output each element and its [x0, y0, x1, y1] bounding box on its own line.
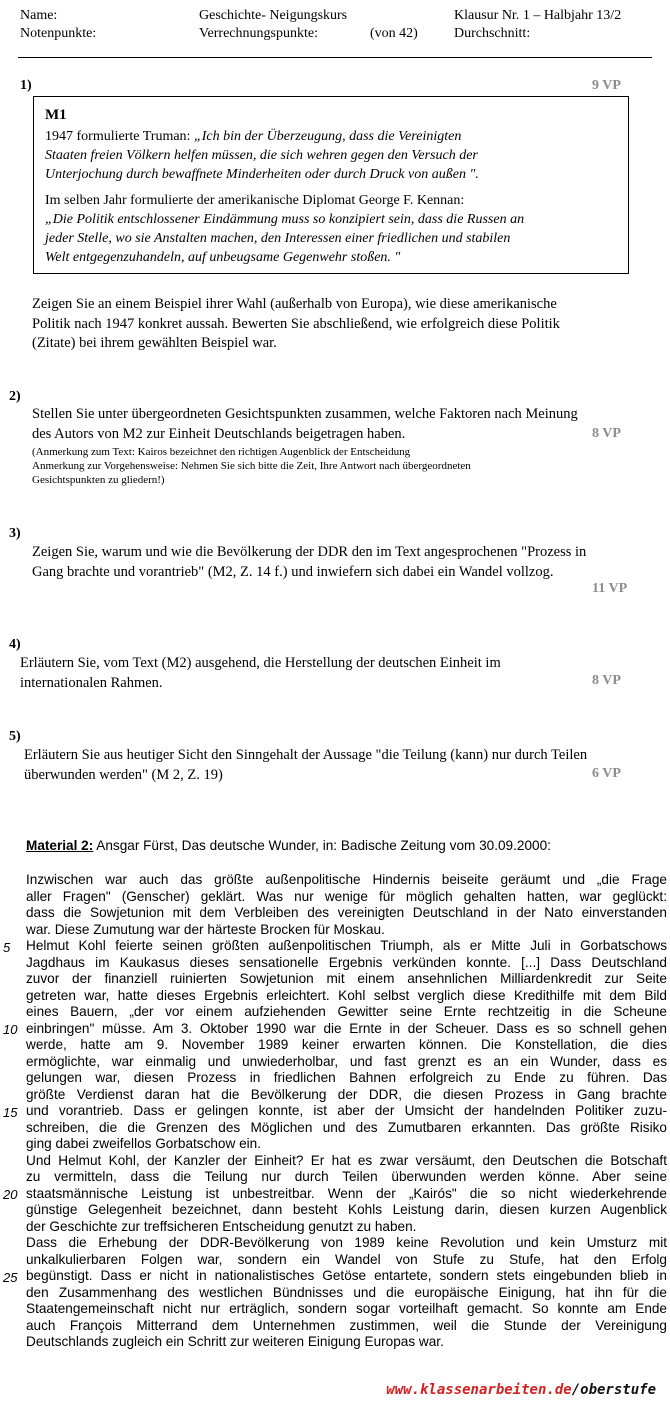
material-line: Und Helmut Kohl, der Kanzler der Einheit? Er hat es zwar versäumt, den Deutschen die Botschaft — [26, 1152, 667, 1168]
material-line: zuvor der finanziell ruinierten Sowjetunion mit einem ansehnlichen Milliardenkredit zur Seite — [26, 971, 667, 986]
material-text — [26, 872, 667, 1351]
truman-quote-line-3: Unterjochung durch bewaffnete Minderheiten oder durch Druck von außen ". — [45, 167, 479, 182]
material-line: begünstigt. Dass er nicht in nationalistisches Getöse entartete, sondern stets eingebunden blieb in — [26, 1268, 667, 1283]
kennan-quote-line-1: „Die Politik entschlossener Eindämmung muss so konzipiert sein, dass die Russen an — [45, 212, 525, 227]
task-2-line-2: des Autors von M2 zur Einheit Deutschlands beigetragen haben. — [32, 425, 406, 442]
material-line: aller Fragen" (Genscher) geklärt. Was nur wenige für möglich gehalten hatten, war geglückt: — [26, 888, 667, 904]
task-3-points: 11 VP — [592, 581, 628, 596]
material-line: war. Diese Zumutung war der härteste Brocken für Moskau. — [26, 921, 385, 937]
material-line: Staatengemeinschaft nicht nur erträglich, sondern sogar vorteilhaft gemacht. So konnte am Ende — [26, 1301, 667, 1316]
task-4-text — [20, 654, 580, 693]
grade-label: Notenpunkte: — [20, 26, 97, 41]
kennan-quote-line-3: Welt entgegenzuhandeln, auf unbeugsame Gegenwehr stoßen. " — [45, 250, 401, 265]
task-2-notes — [32, 445, 652, 487]
task-1-line-1: Zeigen Sie an einem Beispiel ihrer Wahl (außerhalb von Europa), wie diese amerikanische — [32, 296, 557, 312]
m1-quote-box — [33, 96, 629, 274]
material-line: den Zusammenhang des westlichen Bündnisses und die europäische Einigung, hat ihn für die — [26, 1284, 667, 1300]
material-line: und vorantrieb. Dass er gelingen konnte, ist aber der Umsicht der handelnden Politiker zuzu- — [26, 1103, 667, 1118]
task-4-line-2: internationalen Rahmen. — [20, 674, 163, 691]
material-line: dass die Sowjetunion mit dem Verbleiben des vereinigten Deutschland in der Nato einverstanden — [26, 905, 667, 920]
line-number-10: 10 — [3, 1022, 18, 1037]
points-total: (von 42) — [370, 26, 418, 41]
kennan-intro: Im selben Jahr formulierte der amerikanische Diplomat George F. Kennan: — [45, 193, 465, 208]
material-line: gelungen war, diesen Prozess in friedlichen Bahnen erfolgreich zu Ende zu führen. Das — [26, 1070, 667, 1085]
material-line: eines Bauern, „der vor einem aufziehenden Gewitter seine Ernte rechtzeitig in die Scheune — [26, 1004, 667, 1019]
task-3-line-2: Gang brachte und vorantrieb" (M2, Z. 14 f.) und inwiefern sich dabei ein Wandel vollzog. — [32, 563, 554, 580]
material-line: Jagdhaus im Kaukasus dieses sensationelle Ergebnis verkünden konnte. [...] Dass Deutschland — [26, 954, 667, 970]
task-5-number: 5) — [9, 729, 21, 744]
material-heading — [26, 838, 551, 855]
task-5-points: 6 VP — [592, 766, 621, 781]
task-2-points: 8 VP — [592, 426, 621, 441]
material-line: ermöglichte, war einmalig und unwiederholbar, und fast grenzt es an ein Wunder, dass es — [26, 1053, 667, 1069]
material-line: staatsmännische Leistung ist unbestreitbar. Wenn der „Kairós" die so nicht wiederkehrende — [26, 1185, 667, 1201]
task-5-line-2: überwunden werden" (M 2, Z. 19) — [24, 766, 223, 783]
footer-site-link[interactable] — [386, 1382, 656, 1398]
subject-label: Geschichte- Neigungskurs — [199, 8, 348, 23]
material-label: Material 2: — [26, 838, 94, 853]
header-divider — [18, 57, 652, 58]
truman-quote — [45, 127, 625, 184]
material-line: größte Verdienst daran hat die Bevölkerung der DDR, die diesen Prozess in Gang brachte — [26, 1086, 667, 1102]
material-line: werde, hatte am 9. November 1989 keiner erwarten können. Die Konstellation, die dies — [26, 1037, 667, 1052]
material-line: auch François Mitterrand dem Unternehmen zustimmen, weil die Stunde der Vereinigung — [26, 1317, 667, 1333]
line-number-15: 15 — [3, 1105, 18, 1120]
task-1-line-2: Politik nach 1947 konkret aussah. Bewerten Sie abschließend, wie erfolgreich diese Politik — [32, 315, 560, 332]
material-line: Helmut Kohl feierte seinen größten außenpolitischen Triumph, als er Mitte Juli in Gorbatschows — [26, 938, 667, 953]
material-line: Dass die Erhebung der DDR-Bevölkerung von 1989 keine Revolution und kein Umsturz mit — [26, 1235, 667, 1250]
task-4-number: 4) — [9, 637, 21, 652]
task-1-line-3: (Zitate) bei ihrem gewählten Beispiel war. — [32, 335, 277, 351]
truman-quote-line-1: „Ich bin der Überzeugung, dass die Vereinigten — [190, 129, 462, 144]
task-3-number: 3) — [9, 526, 21, 541]
material-line: schreiben, die die Grenzen des Möglichen und des Zumutbaren erkannten. Das größte Risiko — [26, 1119, 667, 1135]
exam-label: Klausur Nr. 1 – Halbjahr 13/2 — [454, 8, 622, 23]
task-2-number: 2) — [9, 389, 21, 404]
task-1-text — [32, 295, 652, 354]
material-line: zu vermitteln, dass die Teilung nur durch Teilen überwunden werden könne. Aber seine — [26, 1169, 667, 1184]
material-line: einbringen" müsse. Am 3. Oktober 1990 war die Ernte in der Scheuer. Dass es so schnell gehen — [26, 1020, 667, 1036]
truman-intro: 1947 formulierte Truman: — [45, 129, 191, 144]
footer-slash: / — [571, 1382, 581, 1398]
line-number-25: 25 — [3, 1270, 18, 1285]
m1-title: M1 — [45, 107, 67, 123]
material-line: Inzwischen war auch das größte außenpolitische Hindernis beiseite geräumt und „die Frage — [26, 872, 667, 887]
task-3-line-1: Zeigen Sie, warum und wie die Bevölkerung der DDR den im Text angesprochenen "Prozess in — [32, 544, 587, 560]
average-label: Durchschnitt: — [454, 26, 531, 41]
task-2-note-3: Gesichtspunkten zu gliedern!) — [32, 474, 165, 486]
material-line: Deutschlands zugleich ein Schritt zur weiteren Einigung Europas war. — [26, 1334, 444, 1349]
points-label: Verrechnungspunkte: — [199, 26, 318, 41]
line-number-5: 5 — [3, 940, 11, 955]
material-line: günstige Gelegenheit bezeichnet, dann besteht Kohls Leistung darin, diesen kurzen Augenblick — [26, 1202, 667, 1217]
task-2-line-1: Stellen Sie unter übergeordneten Gesichtspunkten zusammen, welche Faktoren nach Meinung — [32, 406, 578, 422]
footer-section: oberstufe — [580, 1382, 656, 1398]
task-5-line-1: Erläutern Sie aus heutiger Sicht den Sinngehalt der Aussage "die Teilung (kann) nur durch Teilen — [24, 747, 588, 763]
material-line: der Geschichte zur treffsicheren Entscheidung genutzt zu haben. — [26, 1218, 417, 1234]
material-source: Ansgar Fürst, Das deutsche Wunder, in: Badische Zeitung vom 30.09.2000: — [93, 838, 551, 853]
material-line: ging dabei zweifellos Gorbatschow ein. — [26, 1136, 262, 1151]
task-2-text — [32, 405, 652, 444]
kennan-quote-line-2: jeder Stelle, wo sie Anstalten machen, den Interessen einer friedlichen und stabilen — [45, 231, 511, 246]
truman-quote-line-2: Staaten freien Völkern helfen müssen, die sich wehren gegen den Versuch der — [45, 148, 478, 163]
task-4-line-1: Erläutern Sie, vom Text (M2) ausgehend, die Herstellung der deutschen Einheit im — [20, 655, 501, 671]
task-1-points: 9 VP — [592, 78, 621, 93]
material-line: getreten war, hatte dieses Ergebnis erleichtert. Kohl selbst verglich diese Kredithilfe mit dem Bild — [26, 987, 667, 1003]
material-line: unkalkulierbaren Folgen war, sondern ein Wandel von Stufe zu Stufe, hat den Erfolg — [26, 1251, 667, 1267]
task-3-text — [32, 543, 652, 582]
task-5-text — [24, 746, 654, 785]
task-1-number: 1) — [20, 78, 32, 93]
task-2-note-1: (Anmerkung zum Text: Kairos bezeichnet den richtigen Augenblick der Entscheidung — [32, 446, 411, 458]
task-4-points: 8 VP — [592, 673, 621, 688]
footer-site: www.klassenarbeiten.de — [386, 1382, 572, 1398]
line-number-20: 20 — [3, 1187, 18, 1202]
name-label: Name: — [20, 8, 58, 23]
task-2-note-2: Anmerkung zur Vorgehensweise: Nehmen Sie sich bitte die Zeit, Ihre Antwort nach übergeordneten — [32, 460, 471, 472]
kennan-quote — [45, 191, 625, 267]
